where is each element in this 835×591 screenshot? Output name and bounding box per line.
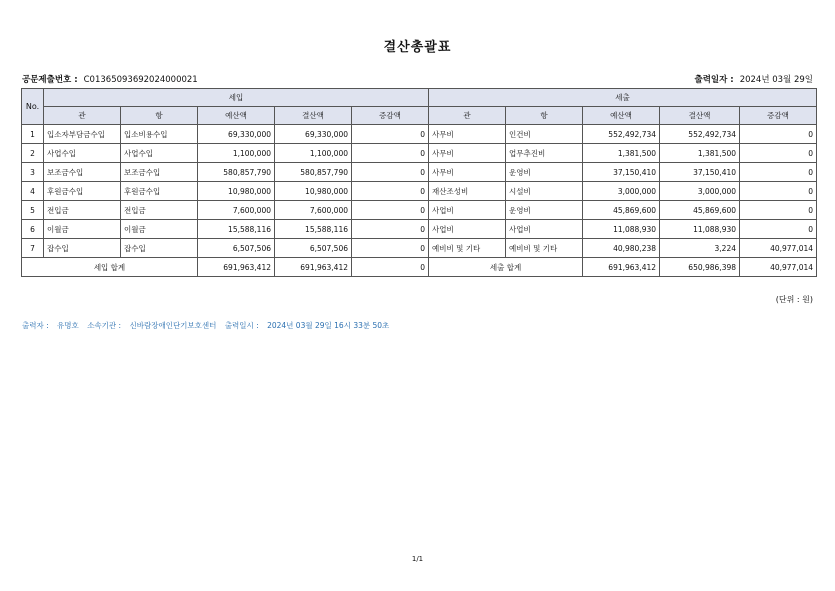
expense-diff-header: 증감액 [740, 107, 817, 125]
printer-label: 출력자 : [22, 321, 49, 330]
expense-diff: 0 [740, 201, 817, 220]
expense-total-diff: 40,977,014 [740, 258, 817, 277]
expense-gwan: 사업비 [429, 201, 506, 220]
printer-name: 유명호 [57, 321, 79, 330]
expense-budget: 45,869,600 [583, 201, 660, 220]
settlement-summary-table [21, 88, 817, 277]
expense-settled: 1,381,500 [660, 144, 740, 163]
income-diff: 0 [352, 163, 429, 182]
income-budget: 580,857,790 [198, 163, 275, 182]
income-hang: 사업수입 [121, 144, 198, 163]
expense-diff: 0 [740, 220, 817, 239]
row-no: 2 [22, 144, 44, 163]
expense-hang: 인건비 [506, 125, 583, 144]
income-diff-header: 증감액 [352, 107, 429, 125]
table-row [22, 144, 817, 163]
expense-gwan: 사무비 [429, 125, 506, 144]
row-no: 5 [22, 201, 44, 220]
expense-diff: 0 [740, 163, 817, 182]
no-header: No. [22, 89, 44, 125]
org-name: 신바람장애인단기보호센터 [129, 321, 217, 330]
expense-hang: 운영비 [506, 163, 583, 182]
expense-budget: 40,980,238 [583, 239, 660, 258]
income-settled: 1,100,000 [275, 144, 352, 163]
income-settled: 6,507,506 [275, 239, 352, 258]
income-gwan: 입소자부담금수입 [44, 125, 121, 144]
expense-budget-header: 예산액 [583, 107, 660, 125]
table-row [22, 163, 817, 182]
doc-number-value: C01365093692024000021 [83, 75, 198, 85]
expense-settled: 552,492,734 [660, 125, 740, 144]
income-hang: 전입금 [121, 201, 198, 220]
expense-total-budget: 691,963,412 [583, 258, 660, 277]
table-row [22, 125, 817, 144]
income-budget: 7,600,000 [198, 201, 275, 220]
income-budget-header: 예산액 [198, 107, 275, 125]
income-diff: 0 [352, 144, 429, 163]
income-settled: 580,857,790 [275, 163, 352, 182]
totals-row [22, 258, 817, 277]
income-gwan: 사업수입 [44, 144, 121, 163]
print-time-value: 2024년 03월 29일 16시 33분 50초 [267, 321, 390, 330]
income-hang: 보조금수입 [121, 163, 198, 182]
income-gwan-header: 관 [44, 107, 121, 125]
income-hang: 이월금 [121, 220, 198, 239]
income-total-label: 세입 합계 [22, 258, 198, 277]
expense-budget: 37,150,410 [583, 163, 660, 182]
income-gwan: 잡수입 [44, 239, 121, 258]
income-gwan: 보조금수입 [44, 163, 121, 182]
document-title: 결산총괄표 [383, 40, 452, 55]
table-row [22, 239, 817, 258]
expense-gwan: 재산조성비 [429, 182, 506, 201]
income-diff: 0 [352, 125, 429, 144]
expense-diff: 0 [740, 125, 817, 144]
income-budget: 15,588,116 [198, 220, 275, 239]
expense-gwan: 사무비 [429, 144, 506, 163]
row-no: 4 [22, 182, 44, 201]
income-hang-header: 항 [121, 107, 198, 125]
print-date-label: 출력일자 : [694, 75, 734, 85]
income-budget: 69,330,000 [198, 125, 275, 144]
income-diff: 0 [352, 220, 429, 239]
income-budget: 1,100,000 [198, 144, 275, 163]
expense-hang: 업무추진비 [506, 144, 583, 163]
income-gwan: 후원금수입 [44, 182, 121, 201]
expense-budget: 552,492,734 [583, 125, 660, 144]
income-total-diff: 0 [352, 258, 429, 277]
income-settled-header: 결산액 [275, 107, 352, 125]
income-header: 세입 [44, 89, 429, 107]
row-no: 6 [22, 220, 44, 239]
expense-gwan-header: 관 [429, 107, 506, 125]
expense-settled: 3,224 [660, 239, 740, 258]
income-budget: 10,980,000 [198, 182, 275, 201]
expense-settled-header: 결산액 [660, 107, 740, 125]
expense-budget: 1,381,500 [583, 144, 660, 163]
expense-hang-header: 항 [506, 107, 583, 125]
doc-number-label: 공문제출번호 : [22, 75, 78, 85]
income-diff: 0 [352, 182, 429, 201]
income-gwan: 전입금 [44, 201, 121, 220]
doc-number-block [22, 73, 198, 85]
expense-budget: 11,088,930 [583, 220, 660, 239]
row-no: 7 [22, 239, 44, 258]
income-diff: 0 [352, 239, 429, 258]
expense-gwan: 사업비 [429, 220, 506, 239]
income-total-budget: 691,963,412 [198, 258, 275, 277]
expense-gwan: 사무비 [429, 163, 506, 182]
expense-diff: 40,977,014 [740, 239, 817, 258]
print-footer [22, 320, 395, 331]
expense-budget: 3,000,000 [583, 182, 660, 201]
expense-settled: 11,088,930 [660, 220, 740, 239]
expense-hang: 시설비 [506, 182, 583, 201]
table-row [22, 220, 817, 239]
income-diff: 0 [352, 201, 429, 220]
income-settled: 10,980,000 [275, 182, 352, 201]
income-hang: 입소비용수입 [121, 125, 198, 144]
row-no: 1 [22, 125, 44, 144]
expense-total-settled: 650,986,398 [660, 258, 740, 277]
income-hang: 잡수입 [121, 239, 198, 258]
row-no: 3 [22, 163, 44, 182]
income-budget: 6,507,506 [198, 239, 275, 258]
print-date-value: 2024년 03월 29일 [739, 75, 813, 85]
income-hang: 후원금수입 [121, 182, 198, 201]
expense-settled: 3,000,000 [660, 182, 740, 201]
expense-diff: 0 [740, 182, 817, 201]
expense-settled: 37,150,410 [660, 163, 740, 182]
expense-hang: 사업비 [506, 220, 583, 239]
income-total-settled: 691,963,412 [275, 258, 352, 277]
income-gwan: 이월금 [44, 220, 121, 239]
expense-total-label: 세출 합계 [429, 258, 583, 277]
income-settled: 69,330,000 [275, 125, 352, 144]
print-date-block [694, 73, 813, 85]
expense-header: 세출 [429, 89, 817, 107]
expense-settled: 45,869,600 [660, 201, 740, 220]
table-row [22, 201, 817, 220]
expense-hang: 예비비 및 기타 [506, 239, 583, 258]
expense-diff: 0 [740, 144, 817, 163]
table-row [22, 182, 817, 201]
print-time-label: 출력일시 : [224, 321, 259, 330]
org-label: 소속기관 : [87, 321, 122, 330]
unit-note: (단위 : 원) [775, 295, 813, 304]
income-settled: 15,588,116 [275, 220, 352, 239]
expense-hang: 운영비 [506, 201, 583, 220]
income-settled: 7,600,000 [275, 201, 352, 220]
expense-gwan: 예비비 및 기타 [429, 239, 506, 258]
page-number: 1/1 [411, 555, 424, 563]
